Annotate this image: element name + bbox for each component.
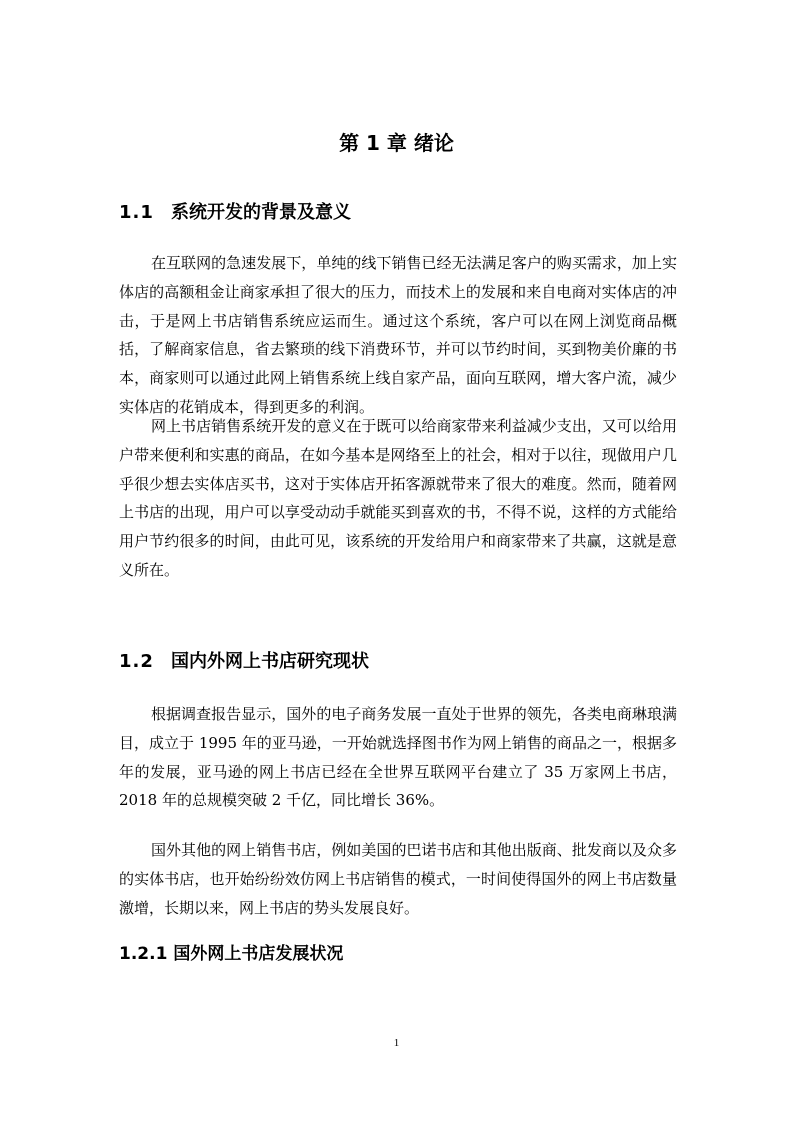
section-number: 1.2: [119, 651, 154, 672]
paragraph-research-report: 根据调查报告显示，国外的电子商务发展一直处于世界的领先，各类电商琳琅满目，成立于 1995 年的亚马逊，一开始就选择图书作为网上销售的商品之一，根据多年的发展，亚马逊的网上书店已经在全世界互联网平台建立了 35 万家网上书店，2018 年的总规模突破 2 千亿，同比增长 36%。: [119, 705, 677, 810]
chapter-title: 第 1 章 绪论: [339, 131, 454, 155]
page-number: 1: [393, 1037, 400, 1049]
section-heading-1-1: [119, 200, 351, 226]
section-title: 国内外网上书店研究现状: [171, 651, 369, 672]
paragraph-background: 在互联网的急速发展下，单纯的线下销售已经无法满足客户的购买需求，加上实体店的高额租金让商家承担了很大的压力，而技术上的发展和来自电商对实体店的冲击，于是网上书店销售系统应运而生。通过这个系统，客户可以在网上浏览商品概括，了解商家信息，省去繁琐的线下消费环节，并可以节约时间，买到物美价廉的书本，商家则可以通过此网上销售系统上线自家产品，面向互联网，增大客户流，减少实体店的花销成本，得到更多的利润。: [119, 254, 677, 416]
section-number: 1.1: [119, 202, 154, 223]
subsection-heading-1-2-1: 1.2.1 国外网上书店发展状况: [119, 944, 344, 964]
paragraph-significance: 网上书店销售系统开发的意义在于既可以给商家带来利益减少支出，又可以给用户带来便利和实惠的商品，在如今基本是网络至上的社会，相对于以往，现做用户几乎很少想去实体店买书，这对于实体店开拓客源就带来了很大的难度。然而，随着网上书店的出现，用户可以享受动动手就能买到喜欢的书，不得不说，这样的方式能给用户节约很多的时间，由此可见，该系统的开发给用户和商家带来了共赢，这就是意义所在。: [119, 417, 677, 579]
paragraph-foreign-bookstores: 国外其他的网上销售书店，例如美国的巴诺书店和其他出版商、批发商以及众多的实体书店，也开始纷纷效仿网上书店销售的模式，一时间使得国外的网上书店数量激增，长期以来，网上书店的势头发展良好。: [119, 841, 677, 917]
section-heading-1-2: [119, 649, 369, 675]
section-title: 系统开发的背景及意义: [171, 202, 351, 223]
